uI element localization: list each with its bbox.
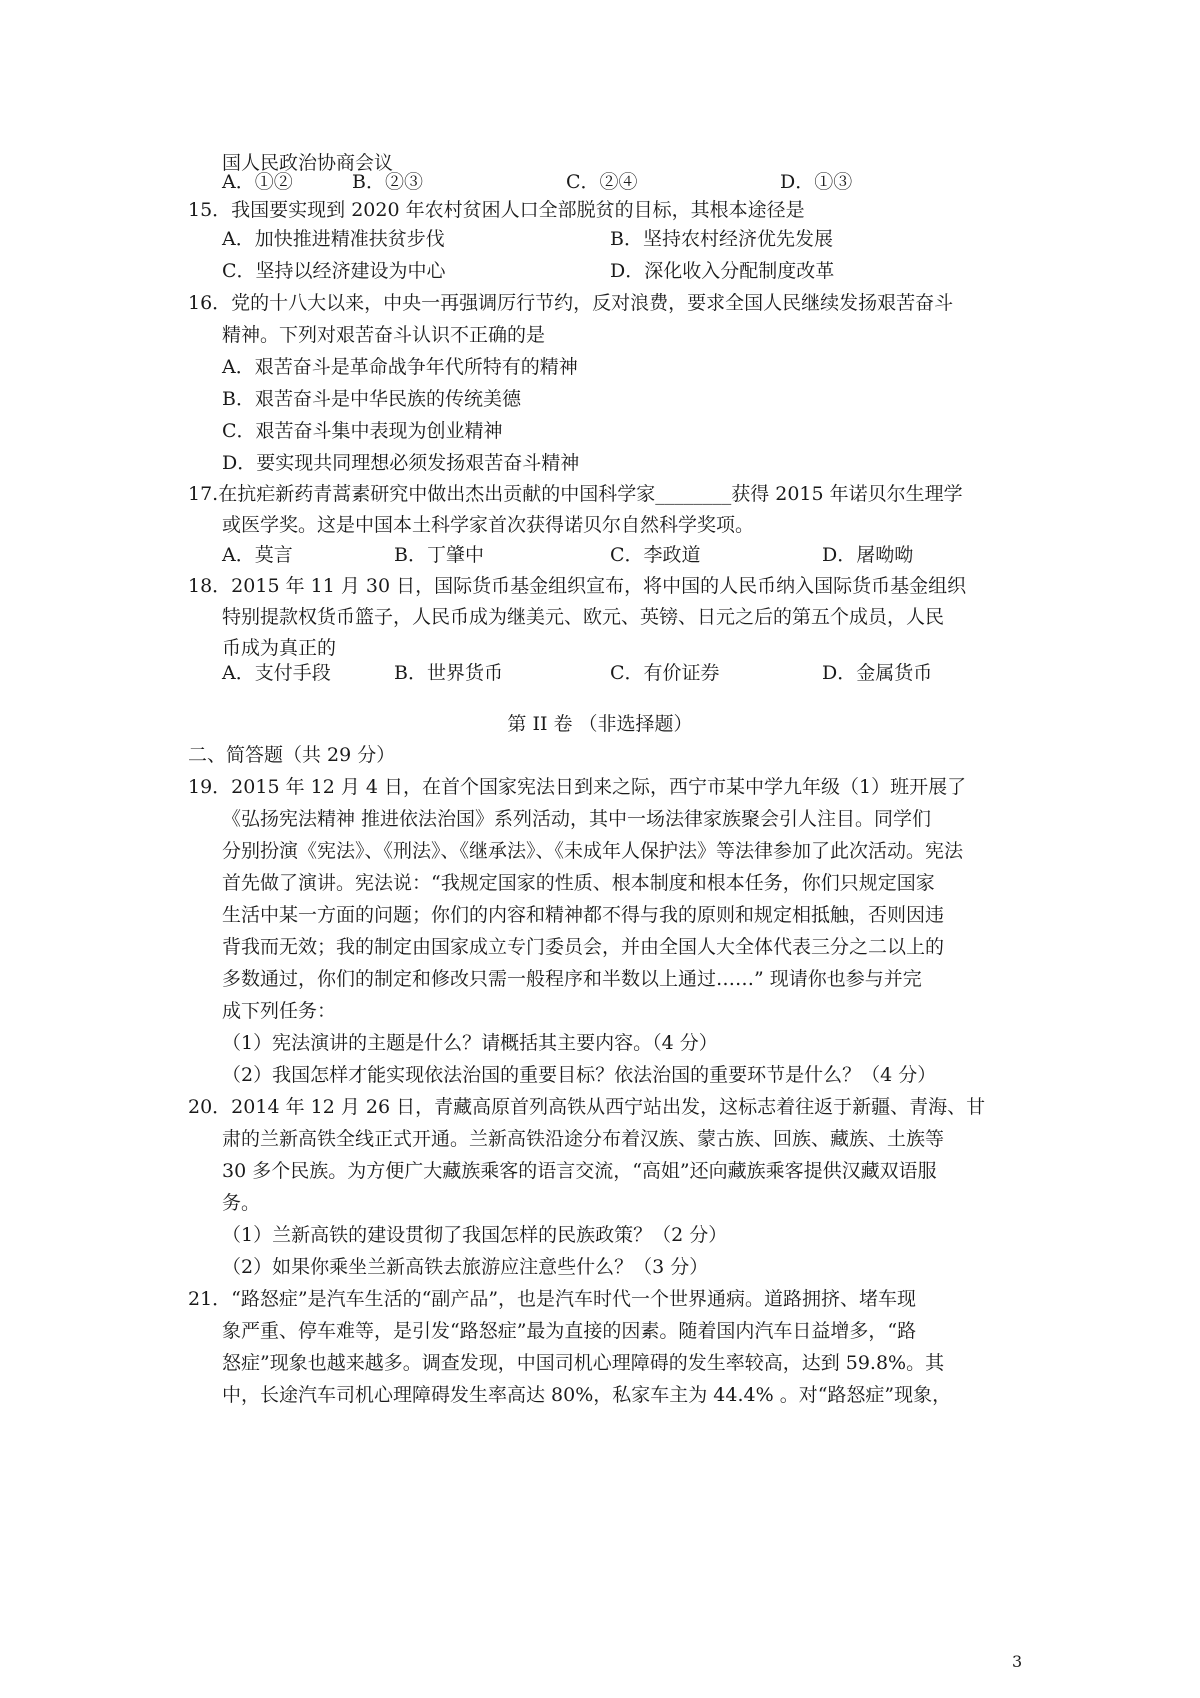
q16-option-d: D．要实现共同理想必须发扬艰苦奋斗精神 — [222, 452, 580, 474]
q21-stem-line-3: 怒症”现象也越来越多。调查发现，中国司机心理障碍的发生率较高，达到 59.8%。其 — [222, 1352, 945, 1374]
q19-stem-line-1: 19．2015 年 12 月 4 日，在首个国家宪法日到来之际，西宁市某中学九年级（1）班开展了 — [188, 776, 967, 798]
q17-stem-line-1: 17.在抗疟新药青蒿素研究中做出杰出贡献的中国科学家________获得 2015 年诺贝尔生理学 — [188, 483, 963, 505]
q21-stem-line-2: 象严重、停车难等，是引发“路怒症”最为直接的因素。随着国内汽车日益增多，“路 — [222, 1320, 917, 1342]
q14-option-d: D．①③ — [780, 171, 853, 193]
q15-stem: 15．我国要实现到 2020 年农村贫困人口全部脱贫的目标，其根本途径是 — [188, 199, 805, 221]
q20-subquestion-1: （1）兰新高铁的建设贯彻了我国怎样的民族政策？（2 分） — [222, 1224, 728, 1246]
q20-stem-line-4: 务。 — [222, 1192, 261, 1214]
q18-stem-line-3: 币成为真正的 — [222, 637, 337, 659]
q20-stem-line-2: 肃的兰新高铁全线正式开通。兰新高铁沿途分布着汉族、蒙古族、回族、藏族、土族等 — [222, 1128, 945, 1150]
q19-subquestion-2: （2）我国怎样才能实现依法治国的重要目标？依法治国的重要环节是什么？（4 分） — [222, 1064, 937, 1086]
q17-option-d: D．屠呦呦 — [822, 544, 914, 566]
page-number: 3 — [1012, 1652, 1023, 1671]
q15-option-c: C．坚持以经济建设为中心 — [222, 260, 446, 282]
q17-option-c: C．李政道 — [610, 544, 701, 566]
q17-option-b: B．丁肇中 — [394, 544, 484, 566]
q21-stem-line-1: 21．“路怒症”是汽车生活的“副产品”，也是汽车时代一个世界通病。道路拥挤、堵车现 — [188, 1288, 917, 1310]
q17-option-a: A．莫言 — [222, 544, 293, 566]
q18-option-b: B．世界货币 — [394, 662, 503, 684]
q19-stem-line-2: 《弘扬宪法精神 推进依法治国》系列活动，其中一场法律家族聚会引人注目。同学们 — [222, 808, 932, 830]
q17-stem-line-2: 或医学奖。这是中国本土科学家首次获得诺贝尔自然科学奖项。 — [222, 514, 755, 536]
q14-option-c: C．②④ — [566, 171, 638, 193]
q18-stem-line-2: 特别提款权货币篮子，人民币成为继美元、欧元、英镑、日元之后的第五个成员，人民 — [222, 606, 945, 628]
q20-subquestion-2: （2）如果你乘坐兰新高铁去旅游应注意些什么？（3 分） — [222, 1256, 709, 1278]
q19-subquestion-1: （1）宪法演讲的主题是什么？请概括其主要内容。（4 分） — [222, 1032, 718, 1054]
q20-stem-line-3: 30 多个民族。为方便广大藏族乘客的语言交流，“高姐”还向藏族乘客提供汉藏双语服 — [222, 1160, 937, 1182]
q21-stem-line-4: 中，长途汽车司机心理障碍发生率高达 80%，私家车主为 44.4% 。对“路怒症”现象， — [222, 1384, 952, 1406]
q15-option-d: D．深化收入分配制度改革 — [610, 260, 835, 282]
q19-stem-line-7: 多数通过，你们的制定和修改只需一般程序和半数以上通过……” 现请你也参与并完 — [222, 968, 922, 990]
section-title: 第 II 卷 （非选择题） — [507, 713, 693, 735]
q18-option-d: D．金属货币 — [822, 662, 933, 684]
q20-stem-line-1: 20．2014 年 12 月 26 日，青藏高原首列高铁从西宁站出发，这标志着往返于新疆、青海、甘 — [188, 1096, 986, 1118]
q18-option-a: A．支付手段 — [222, 662, 331, 684]
q16-option-a: A．艰苦奋斗是革命战争年代所特有的精神 — [222, 356, 578, 378]
q15-option-a: A．加快推进精准扶贫步伐 — [222, 228, 445, 250]
q16-stem-line-1: 16．党的十八大以来，中央一再强调厉行节约，反对浪费，要求全国人民继续发扬艰苦奋斗 — [188, 292, 954, 314]
q14-option-a: A．①② — [222, 171, 293, 193]
q18-option-c: C．有价证券 — [610, 662, 720, 684]
q19-stem-line-3: 分别扮演《宪法》、《刑法》、《继承法》、《未成年人保护法》等法律参加了此次活动。宪法 — [222, 840, 964, 862]
q19-stem-line-6: 背我而无效；我的制定由国家成立专门委员会，并由全国人大全体代表三分之二以上的 — [222, 936, 945, 958]
q16-option-c: C．艰苦奋斗集中表现为创业精神 — [222, 420, 503, 442]
q14-option-b: B．②③ — [352, 171, 423, 193]
q18-stem-line-1: 18．2015 年 11 月 30 日，国际货币基金组织宣布，将中国的人民币纳入国际货币基金组织 — [188, 575, 967, 597]
q14-continuation: 国人民政治协商会议 — [222, 152, 394, 174]
q16-stem-line-2: 精神。下列对艰苦奋斗认识不正确的是 — [222, 324, 546, 346]
q16-option-b: B．艰苦奋斗是中华民族的传统美德 — [222, 388, 521, 410]
q19-stem-line-5: 生活中某一方面的问题；你们的内容和精神都不得与我的原则和规定相抵触，否则因违 — [222, 904, 945, 926]
q19-stem-line-4: 首先做了演讲。宪法说：“我规定国家的性质、根本制度和根本任务，你们只规定国家 — [222, 872, 935, 894]
part2-heading: 二、简答题（共 29 分） — [188, 744, 396, 766]
q15-option-b: B．坚持农村经济优先发展 — [610, 228, 833, 250]
q19-stem-line-8: 成下列任务： — [222, 1000, 337, 1022]
